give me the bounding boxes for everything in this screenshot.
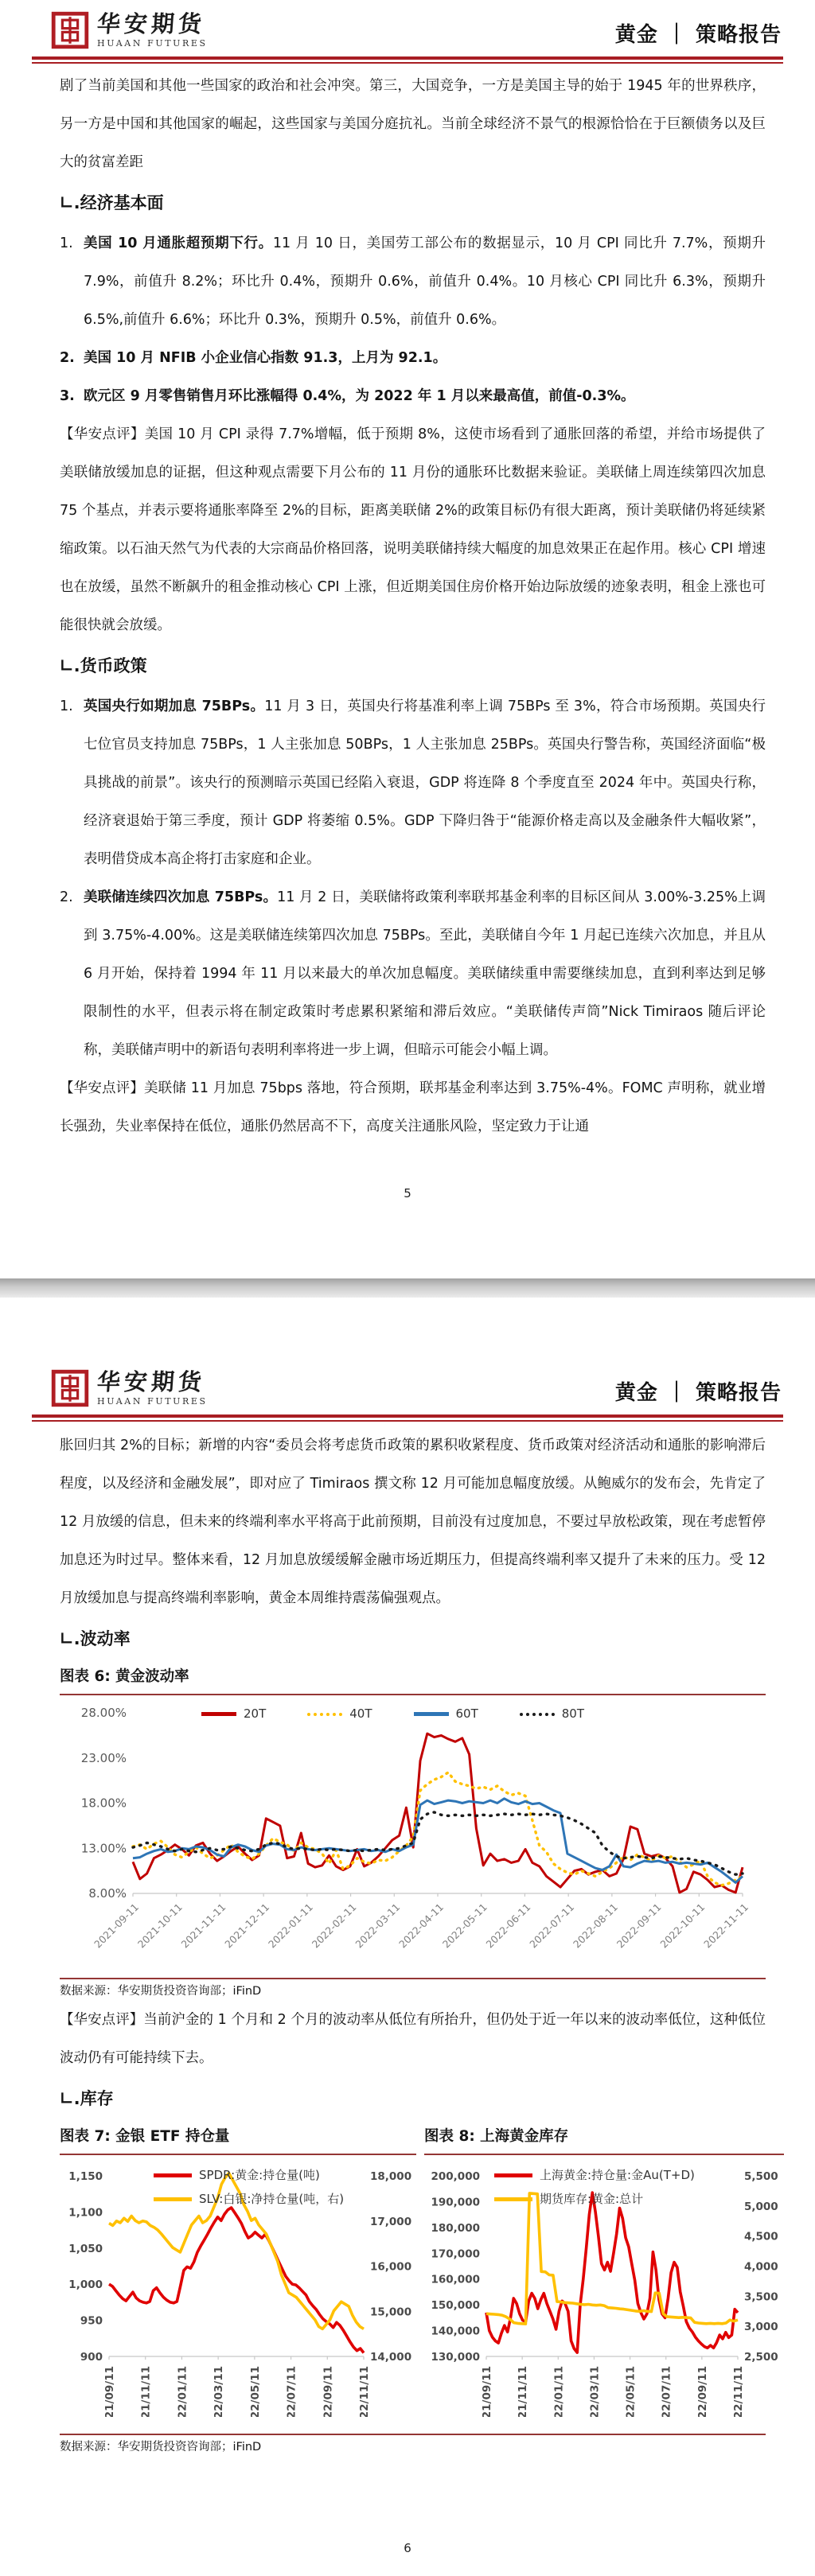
svg-text:23.00%: 23.00% <box>80 1750 127 1765</box>
legend-swatch <box>307 1713 342 1716</box>
list-item-text <box>84 339 766 377</box>
svg-text:2022-07-11: 2022-07-11 <box>527 1901 577 1951</box>
huaan-seal-logo-icon <box>51 11 89 49</box>
svg-text:160,000: 160,000 <box>431 2273 480 2286</box>
list-item-lead: 欧元区 9 月零售销售月环比涨幅得 0.4%，为 2022 年 1 月以来最高值，前值-0.3%。 <box>84 388 635 404</box>
svg-text:2022-02-11: 2022-02-11 <box>309 1901 359 1951</box>
figure-chart8 <box>424 2125 784 2432</box>
header-rule <box>32 56 783 64</box>
brand-name-en: HUAAN FUTURES <box>97 38 208 49</box>
svg-text:2021-11-11: 2021-11-11 <box>178 1901 228 1951</box>
svg-text:2021-12-11: 2021-12-11 <box>222 1901 272 1951</box>
legend-label: SPDR:黄金:持仓量(吨) <box>199 2168 320 2182</box>
figure-title: 图表 6: 黄金波动率 <box>60 1665 766 1695</box>
series-SPDR:黄金:持仓量(吨) <box>109 2208 364 2353</box>
list-item-number: 1. <box>60 698 73 714</box>
section-title: 波动率 <box>80 1629 131 1648</box>
svg-text:2021-09-11: 2021-09-11 <box>92 1901 142 1951</box>
section-marker: ∟. <box>60 2089 80 2108</box>
list-item-number: 2. <box>60 889 73 905</box>
svg-text:22/07/11: 22/07/11 <box>285 2366 298 2417</box>
paragraph: 【华安点评】美联储 11 月加息 75bps 落地，符合预期，联邦基金利率达到 3.75%-4%。FOMC 声明称，就业增长强劲，失业率保持在低位，通胀仍然居高不下，高度关注通胀风险，坚定致力于让通 <box>60 1080 766 1134</box>
paragraph: 胀回归其 2%的目标；新增的内容“委员会将考虑货币政策的累积收紧程度、货币政策对经济活动和通胀的影响滞后程度，以及经济和金融发展”，即对应了 Timiraos 撰文称 12 月可能加息幅度放缓。从鲍威尔的发布会，先肯定了 12 月放缓的信息，但未来的终端利率水平将高于此前预期，目前没有过度加息，不要过早放松政策，现在考虑暂停加息还为时过早。整体来看，12 月加息放缓缓解金融市场近期压力，但提高终端利率又提升了未来的压力。受 12 月放缓加息与提高终端利率影响，黄金本周维持震荡偏强观点。 <box>60 1438 766 1606</box>
figure-title: 图表 8: 上海黄金库存 <box>424 2125 784 2155</box>
svg-text:130,000: 130,000 <box>431 2351 480 2364</box>
page-number: 5 <box>404 1186 411 1200</box>
legend-item <box>520 1706 584 1722</box>
svg-text:22/05/11: 22/05/11 <box>248 2366 262 2417</box>
svg-text:21/09/11: 21/09/11 <box>481 2366 493 2417</box>
chart-area-chart6 <box>60 1699 766 1976</box>
section-heading <box>60 644 766 687</box>
legend-label: 80T <box>561 1706 584 1721</box>
svg-text:22/01/11: 22/01/11 <box>552 2366 566 2417</box>
chart-area-chart7 <box>60 2158 416 2432</box>
list-item-lead: 美国 10 月 NFIB 小企业信心指数 91.3，上月为 92.1。 <box>84 350 447 366</box>
header-rule <box>32 1414 783 1422</box>
svg-text:170,000: 170,000 <box>431 2247 480 2261</box>
list-item-number: 1. <box>60 235 73 251</box>
chart-legend <box>201 1706 584 1722</box>
page-number: 6 <box>404 2541 411 2555</box>
data-source-note: 数据来源：华安期货投资咨询部；iFinD <box>60 1978 766 2001</box>
list-item-lead: 美联储连续四次加息 75BPs。 <box>84 889 278 905</box>
chart-legend <box>154 2168 344 2216</box>
legend-label: SLV:白银:净持仓量(吨，右) <box>199 2192 345 2206</box>
series-40T <box>133 1772 743 1885</box>
chart-legend <box>494 2168 695 2216</box>
legend-swatch <box>414 1712 449 1716</box>
svg-text:2022-04-11: 2022-04-11 <box>396 1901 446 1951</box>
paragraph: 【华安点评】当前沪金的 1 个月和 2 个月的波动率从低位有所抬升，但仍处于近一年以来的波动率低位，这种低位波动仍有可能持续下去。 <box>60 2012 766 2066</box>
section-marker: ∟. <box>60 193 80 212</box>
svg-text:180,000: 180,000 <box>431 2221 480 2235</box>
list-item-text: 美联储连续四次加息 75BPs。11 月 2 日，美联储将政策利率联邦基金利率的目标区间从 3.00%-3.25%上调到 3.75%-4.00%。这是美联储连续第四次加息 75BPs。至此，美联储自今年 1 月起已连续六次加息，并且从 6 月开始，保持着 1994 年 11 月以来最大的单次加息幅度。美联储续重申需要继续加息，直到利率达到足够限制性的水平，但表示将在制定政策时考虑累积紧缩和滞后效应。“美联储传声筒”Nick Timiraos 随后评论称，美联储声明中的新语句表明利率将进一步上调，但暗示可能会小幅上调。 <box>84 889 766 1058</box>
list-item-text: 英国央行如期加息 75BPs。11 月 3 日，英国央行将基准利率上调 75BPs 至 3%，符合市场预期。英国央行七位官员支持加息 75BPs，1 人主张加息 50BPs，1 人主张加息 25BPs。英国央行警告称，英国经济面临“极具挑战的前景”。该央行的预测暗示英国已经陷入衰退，GDP 将连降 8 个季度直至 2024 年中。英国央行称，经济衰退始于第三季度，预计 GDP 将萎缩 0.5%。GDP 下降归咎于“能源价格走高以及金融条件大幅收紧”，表明借贷成本高企将打击家庭和企业。 <box>84 698 766 867</box>
svg-text:1,050: 1,050 <box>68 2242 103 2255</box>
svg-text:18.00%: 18.00% <box>80 1796 127 1811</box>
legend-label: 40T <box>349 1706 372 1721</box>
page-6 <box>0 1298 815 2576</box>
svg-text:21/11/11: 21/11/11 <box>517 2366 530 2417</box>
svg-text:140,000: 140,000 <box>431 2325 480 2338</box>
section-marker: ∟. <box>60 1629 80 1648</box>
legend-swatch <box>494 2173 532 2177</box>
figure-row <box>60 2125 778 2432</box>
legend-item <box>494 2192 643 2207</box>
svg-text:14,000: 14,000 <box>370 2351 412 2364</box>
svg-text:18,000: 18,000 <box>370 2170 412 2183</box>
svg-text:1,000: 1,000 <box>68 2278 103 2292</box>
section-title: 库存 <box>80 2089 114 2108</box>
svg-text:2022-10-11: 2022-10-11 <box>657 1901 708 1951</box>
list-item <box>60 224 766 339</box>
list-item-text: 美国 10 月通胀超预期下行。11 月 10 日，美国劳工部公布的数据显示，10 月 CPI 同比升 7.7%，预期升 7.9%，前值升 8.2%；环比升 0.4%，预期升 0.6%，前值升 0.4%。10 月核心 CPI 同比升 6.3%，预期升 6.5%,前值升 6.6%；环比升 0.3%，预期升 0.5%，前值升 0.6%。 <box>84 235 766 328</box>
section-heading <box>60 181 766 224</box>
brand-block <box>51 1369 208 1407</box>
svg-text:190,000: 190,000 <box>431 2196 480 2209</box>
list-item-number: 3. <box>60 388 75 404</box>
legend-label: 期货库存:黄金:总计 <box>540 2192 644 2206</box>
series-20T <box>133 1734 743 1893</box>
svg-text:28.00%: 28.00% <box>80 1706 127 1720</box>
list-item <box>60 377 766 415</box>
legend-item <box>154 2192 344 2207</box>
svg-text:2022-01-11: 2022-01-11 <box>265 1901 315 1951</box>
figure-chart7 <box>60 2125 416 2432</box>
report-title: 黄金 ｜ 策略报告 <box>614 23 782 47</box>
page-header <box>0 11 815 64</box>
svg-text:22/01/11: 22/01/11 <box>176 2366 189 2417</box>
svg-text:2022-06-11: 2022-06-11 <box>483 1901 533 1951</box>
legend-swatch <box>201 1712 236 1716</box>
svg-text:21/09/11: 21/09/11 <box>103 2366 116 2417</box>
svg-text:22/07/11: 22/07/11 <box>660 2366 673 2417</box>
list-item <box>60 878 766 1069</box>
svg-text:22/05/11: 22/05/11 <box>624 2366 638 2417</box>
chart6-canvas <box>60 1699 776 1961</box>
list-item <box>60 339 766 377</box>
svg-text:13.00%: 13.00% <box>80 1841 127 1856</box>
svg-text:21/11/11: 21/11/11 <box>139 2366 153 2417</box>
svg-text:22/03/11: 22/03/11 <box>213 2366 226 2417</box>
svg-text:15,000: 15,000 <box>370 2306 412 2319</box>
page-header <box>0 1369 815 1422</box>
list-item <box>60 687 766 878</box>
svg-text:2021-10-11: 2021-10-11 <box>135 1901 185 1951</box>
page-divider <box>0 1278 815 1298</box>
list-item-text <box>84 377 766 415</box>
svg-text:22/09/11: 22/09/11 <box>322 2366 335 2417</box>
svg-text:4,000: 4,000 <box>744 2260 778 2274</box>
svg-text:5,500: 5,500 <box>744 2170 778 2183</box>
svg-text:2,500: 2,500 <box>744 2351 778 2364</box>
svg-text:22/03/11: 22/03/11 <box>588 2366 602 2417</box>
legend-label: 上海黄金:持仓量:金Au(T+D) <box>540 2168 695 2182</box>
brand-name-en: HUAAN FUTURES <box>97 1396 208 1407</box>
svg-text:2022-11-11: 2022-11-11 <box>701 1901 751 1951</box>
svg-text:2022-05-11: 2022-05-11 <box>439 1901 489 1951</box>
svg-text:4,500: 4,500 <box>744 2230 778 2243</box>
svg-text:16,000: 16,000 <box>370 2260 412 2274</box>
page6-body <box>0 1426 815 2457</box>
legend-item <box>154 2168 320 2183</box>
brand-block <box>51 11 208 49</box>
legend-label: 20T <box>244 1706 267 1721</box>
legend-item <box>494 2168 695 2183</box>
legend-swatch <box>154 2173 192 2177</box>
svg-text:3,500: 3,500 <box>744 2290 778 2304</box>
report-title: 黄金 ｜ 策略报告 <box>614 1381 782 1405</box>
svg-text:5,000: 5,000 <box>744 2200 778 2213</box>
brand-name-cn: 华安期货 <box>96 10 207 37</box>
legend-item <box>307 1706 372 1722</box>
figure-chart6 <box>60 1665 766 1976</box>
figure-title: 图表 7: 金银 ETF 持仓量 <box>60 2125 416 2155</box>
data-source-note: 数据来源：华安期货投资咨询部；iFinD <box>60 2434 766 2457</box>
legend-label: 60T <box>455 1706 478 1721</box>
chart-area-chart8 <box>424 2158 784 2432</box>
section-title: 经济基本面 <box>80 193 164 212</box>
legend-item <box>201 1706 266 1722</box>
svg-text:1,100: 1,100 <box>68 2206 103 2220</box>
legend-item <box>414 1706 478 1722</box>
series-60T <box>133 1799 743 1883</box>
section-heading <box>60 1617 766 1660</box>
paragraph: 剧了当前美国和其他一些国家的政治和社会冲突。第三，大国竞争，一方是美国主导的始于 1945 年的世界秩序，另一方是中国和其他国家的崛起，这些国家与美国分庭抗礼。当前全球经济不景气的根源恰恰在于巨额债务以及巨大的贫富差距 <box>60 78 766 170</box>
section-marker: ∟. <box>60 656 80 675</box>
svg-text:200,000: 200,000 <box>431 2170 480 2183</box>
series-上海黄金:持仓量:金Au(T+D) <box>486 2193 738 2352</box>
legend-swatch <box>520 1713 555 1716</box>
series-80T <box>133 1812 743 1874</box>
legend-swatch <box>494 2197 532 2201</box>
brand-name-cn: 华安期货 <box>96 1368 207 1395</box>
section-heading <box>60 2077 766 2120</box>
svg-text:17,000: 17,000 <box>370 2215 412 2228</box>
page5-body <box>0 67 815 1146</box>
list-item-number: 2. <box>60 350 75 366</box>
svg-text:22/09/11: 22/09/11 <box>696 2366 709 2417</box>
section-title: 货币政策 <box>80 656 147 675</box>
paragraph: 【华安点评】美国 10 月 CPI 录得 7.7%增幅，低于预期 8%，这使市场看到了通胀回落的希望，并给市场提供了美联储放缓加息的证据，但这种观点需要下月公布的 11 月份的通胀环比数据来验证。美联储上周连续第四次加息 75 个基点，并表示要将通胀率降至 2%的目标，距离美联储 2%的政策目标仍有很大距离，预计美联储仍将延续紧缩政策。以石油天然气为代表的大宗商品价格回落，说明美联储持续大幅度的加息效果正在起作用。核心 CPI 增速也在放缓，虽然不断飙升的租金推动核心 CPI 上涨，但近期美国住房价格开始边际放缓的迹象表明，租金上涨也可能很快就会放缓。 <box>60 426 766 633</box>
svg-text:22/11/11: 22/11/11 <box>732 2366 745 2417</box>
svg-text:900: 900 <box>80 2351 103 2364</box>
svg-text:150,000: 150,000 <box>431 2299 480 2313</box>
svg-text:1,150: 1,150 <box>68 2170 103 2183</box>
svg-text:2022-03-11: 2022-03-11 <box>353 1901 403 1951</box>
svg-text:22/11/11: 22/11/11 <box>358 2366 371 2417</box>
list-item-lead: 美国 10 月通胀超预期下行。 <box>84 235 273 251</box>
svg-text:2022-09-11: 2022-09-11 <box>614 1901 664 1951</box>
svg-text:3,000: 3,000 <box>744 2321 778 2334</box>
svg-text:8.00%: 8.00% <box>88 1886 127 1901</box>
legend-swatch <box>154 2197 192 2201</box>
svg-text:950: 950 <box>80 2314 103 2328</box>
svg-text:2022-08-11: 2022-08-11 <box>570 1901 620 1951</box>
list-item-lead: 英国央行如期加息 75BPs。 <box>84 698 265 714</box>
huaan-seal-logo-icon <box>51 1369 89 1407</box>
page-5 <box>0 0 815 1278</box>
